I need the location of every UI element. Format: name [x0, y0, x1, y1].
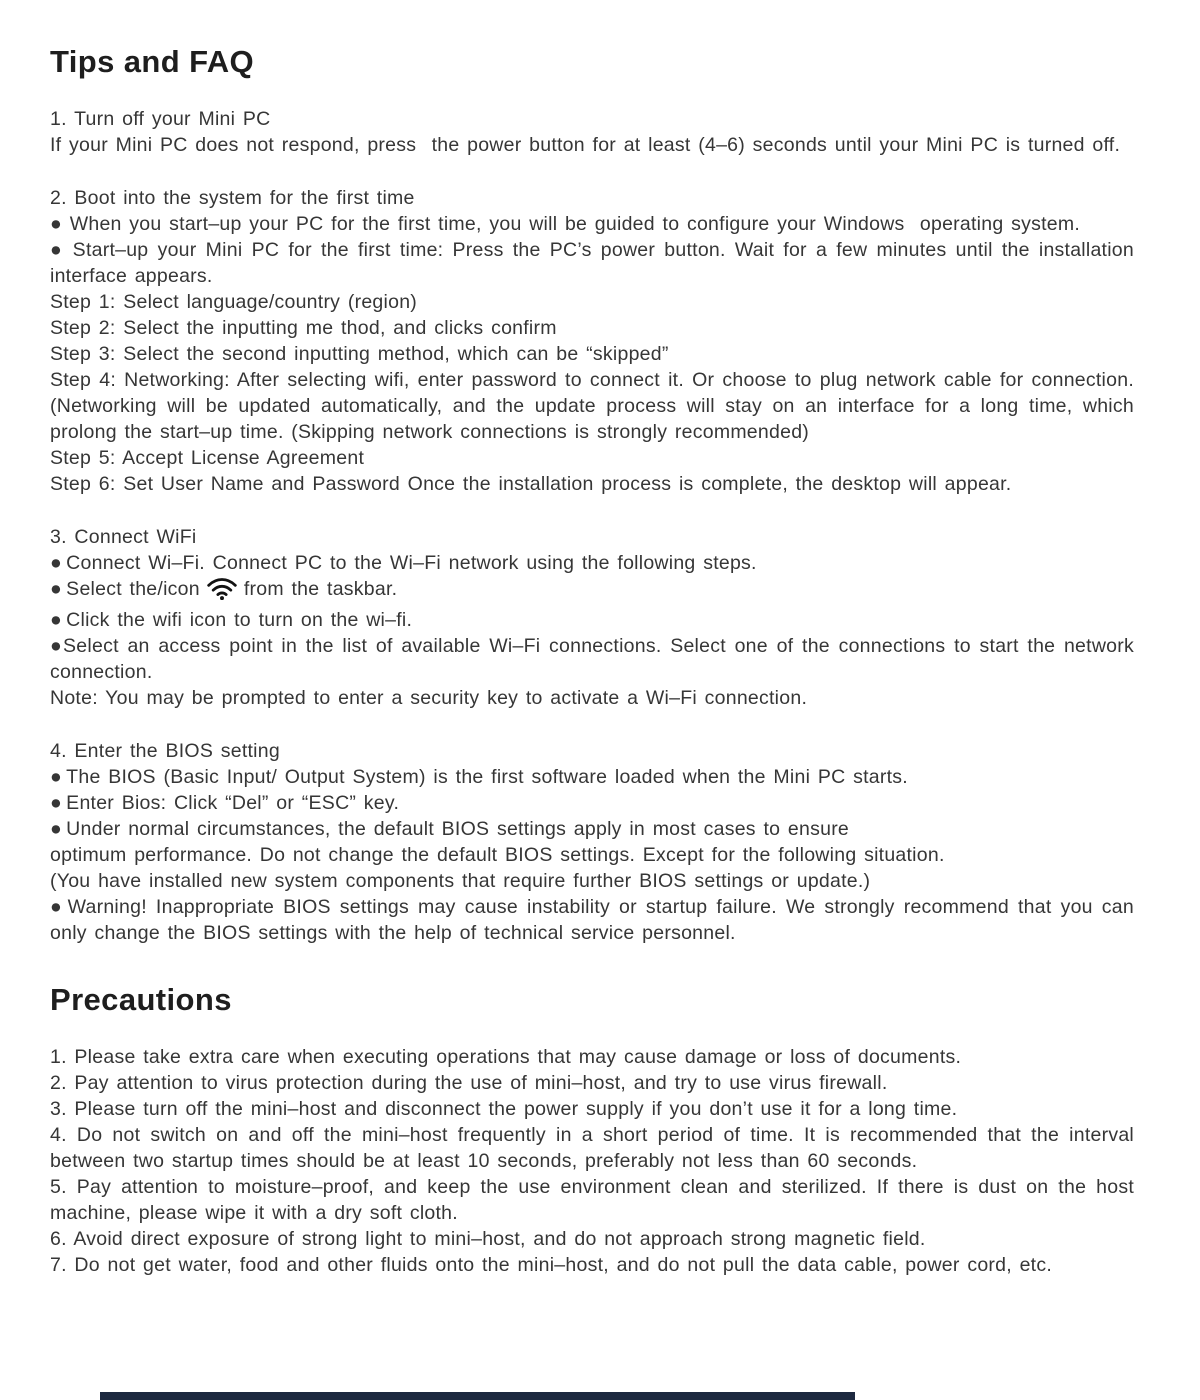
wifi-icon-line — [50, 576, 1134, 607]
body-line: optimum performance. Do not change the default BIOS settings. Except for the following situation. — [50, 844, 945, 866]
section-title: 3. Connect WiFi — [50, 526, 197, 548]
section-connect-wifi — [50, 524, 1134, 711]
step-line: Step 5: Accept License Agreement — [50, 447, 365, 469]
precautions-list — [50, 1044, 1134, 1278]
section-boot-first-time — [50, 185, 1134, 497]
precaution-item: 3. Please turn off the mini–host and disconnect the power supply if you don’t use it for a long time. — [50, 1098, 958, 1120]
bullet-line: ● Click the wifi icon to turn on the wi–fi. — [50, 609, 413, 631]
note-line: Note: You may be prompted to enter a security key to activate a Wi–Fi connection. — [50, 687, 808, 709]
tips-heading: Tips and FAQ — [50, 44, 255, 79]
section-title: 1. Turn off your Mini PC — [50, 108, 271, 130]
bullet-line: ● The BIOS (Basic Input/ Output System) is the first software loaded when the Mini PC starts. — [50, 766, 908, 788]
step-line: Step 3: Select the second inputting method, which can be “skipped” — [50, 343, 669, 365]
bullet-line: ● When you start–up your PC for the first time, you will be guided to configure your Windows operating system. — [50, 213, 1081, 235]
bullet-line: ● Start–up your Mini PC for the first time: Press the PC’s power button. Wait for a few minutes until the installation interface appears. — [50, 239, 1134, 287]
step-line: Step 1: Select language/country (region) — [50, 291, 418, 313]
section-bios-setting — [50, 738, 1134, 946]
section-turn-off — [50, 106, 1134, 158]
section-body: If your Mini PC does not respond, press the power button for at least (4–6) seconds until your Mini PC is turned off. — [50, 134, 1121, 156]
precautions-heading: Precautions — [50, 982, 232, 1017]
bullet-line: ●Select an access point in the list of available Wi–Fi connections. Select one of the connections to start the network connection. — [50, 635, 1134, 683]
step-line: Step 4: Networking: After selecting wifi, enter password to connect it. Or choose to plug network cable for connection. (Networking will be updated automatically, and the update process will stay on an interface for a long time, which prolong the start–up time. (Skipping network connections is strongly recommended) — [50, 369, 1134, 443]
wifi-line-post: from the taskbar. — [243, 578, 398, 600]
bullet-line: ● Under normal circumstances, the default BIOS settings apply in most cases to ensure — [50, 818, 850, 840]
precaution-item: 5. Pay attention to moisture–proof, and keep the use environment clean and sterilized. If there is dust on the host machine, please wipe it with a dry soft cloth. — [50, 1176, 1134, 1224]
section-title: 2. Boot into the system for the first time — [50, 187, 415, 209]
wifi-icon — [206, 576, 238, 607]
next-page-partial-bar — [100, 1392, 855, 1400]
bullet-line: ● Enter Bios: Click “Del” or “ESC” key. — [50, 792, 400, 814]
body-line: (You have installed new system components that require further BIOS settings or update.) — [50, 870, 871, 892]
wifi-line-pre: ● Select the/icon — [50, 578, 200, 600]
bullet-line: ● Connect Wi–Fi. Connect PC to the Wi–Fi network using the following steps. — [50, 552, 757, 574]
precaution-item: 1. Please take extra care when executing operations that may cause damage or loss of documents. — [50, 1046, 962, 1068]
step-line: Step 2: Select the inputting me thod, and clicks confirm — [50, 317, 557, 339]
precaution-item: 6. Avoid direct exposure of strong light to mini–host, and do not approach strong magnetic field. — [50, 1228, 926, 1250]
bullet-line: ● Warning! Inappropriate BIOS settings may cause instability or startup failure. We strongly recommend that you can only change the BIOS settings with the help of technical service personnel. — [50, 896, 1134, 944]
precaution-item: 7. Do not get water, food and other fluids onto the mini–host, and do not pull the data cable, power cord, etc. — [50, 1254, 1053, 1276]
precaution-item: 4. Do not switch on and off the mini–host frequently in a short period of time. It is recommended that the interval between two startup times should be at least 10 seconds, preferably not less than 60 seconds. — [50, 1124, 1134, 1172]
precaution-item: 2. Pay attention to virus protection during the use of mini–host, and try to use virus firewall. — [50, 1072, 888, 1094]
step-line: Step 6: Set User Name and Password Once the installation process is complete, the desktop will appear. — [50, 473, 1012, 495]
section-title: 4. Enter the BIOS setting — [50, 740, 280, 762]
